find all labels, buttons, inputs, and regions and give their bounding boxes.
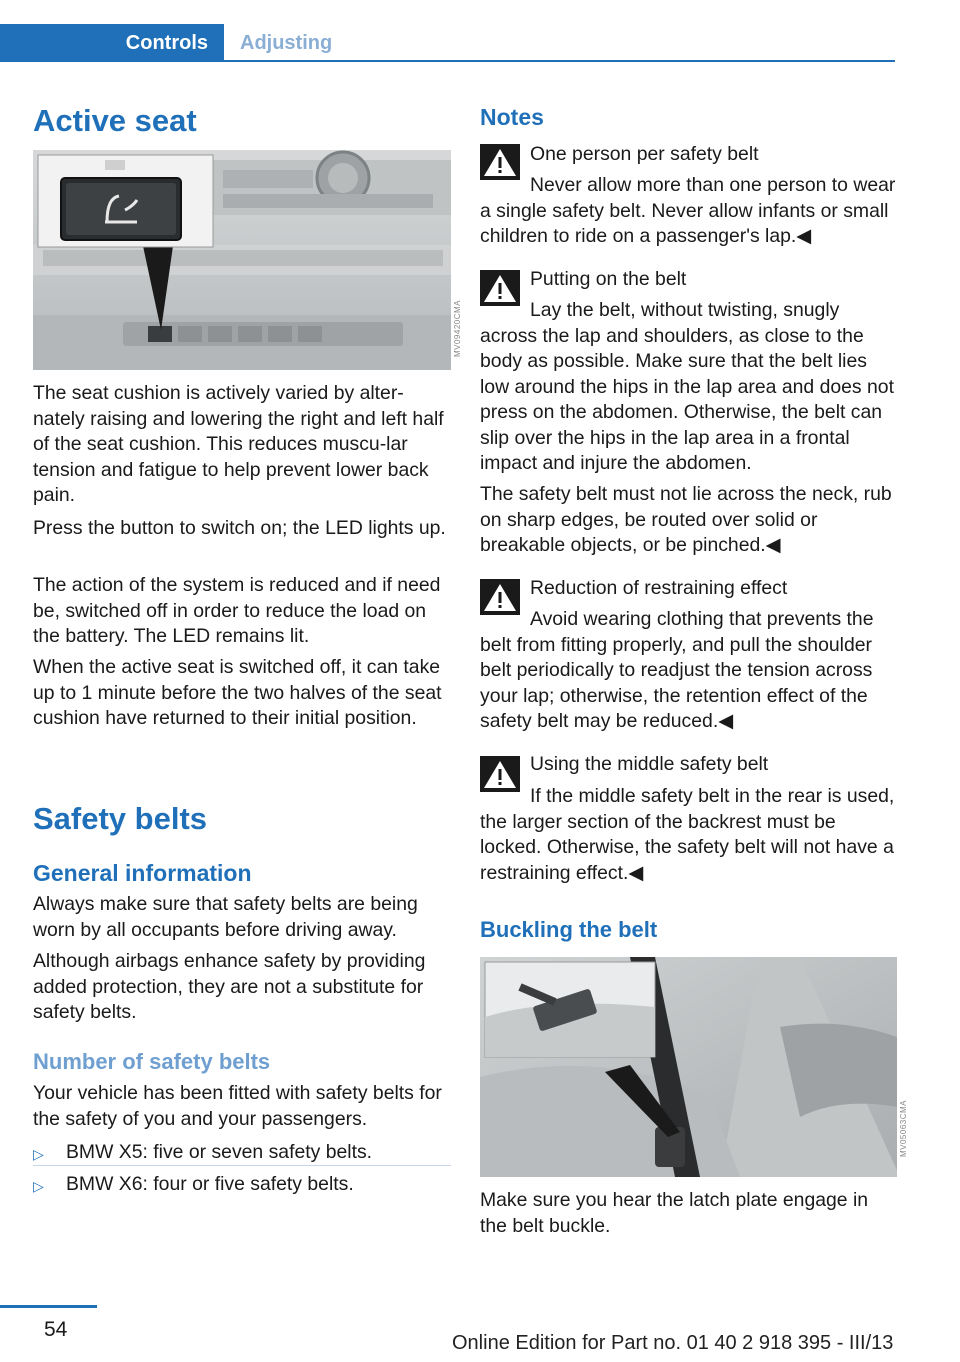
warning-title: Reduction of restraining effect: [530, 577, 788, 599]
section-title-safety-belts: Safety belts: [33, 801, 208, 836]
section-title-active-seat: Active seat: [33, 103, 197, 138]
paragraph: Although airbags enhance safety by providing added protection, they are not a substitute for safety belts.: [33, 950, 426, 1023]
tab-underline: [0, 60, 895, 62]
warning-body: The safety belt must not lie across the neck, rub on sharp edges, be routed over solid or breakable objects, or be pinched.◀: [480, 483, 892, 556]
warning-body: Lay the belt, without twisting, snugly across the lap and shoulders, as close to the body as possible. Make sure that the belt lies low around the hips in the lap area and does not press on the abdomen. Otherwise, the belt can slip over the hips in the lap area in a frontal impact and injure the abdomen.: [480, 299, 894, 474]
buckling-photo: [480, 957, 897, 1177]
paragraph: The action of the system is reduced and if need be, switched off in order to reduce the load on the battery. The LED remains lit.: [33, 574, 441, 647]
triangle-bullet-icon: ▷: [33, 1146, 44, 1162]
tab-bar: [0, 0, 895, 62]
warning-body: Avoid wearing clothing that prevents the belt from fitting properly, and pull the shoulder belt periodically to readjust the tension across your lap; otherwise, the retention effect of the safety belt may be reduced.◀: [480, 608, 874, 732]
warning-body: If the middle safety belt in the rear is used, the larger section of the backrest must be locked. Otherwise, the safety belt will not have a restraining effect.◀: [480, 785, 895, 884]
figure-tag: MV09420CMA: [453, 300, 462, 358]
page-number: 54: [44, 1318, 68, 1341]
triangle-bullet-icon: ▷: [33, 1178, 44, 1194]
tab-controls[interactable]: Controls: [0, 24, 224, 62]
console-illustration: [33, 150, 451, 370]
warning-title: Putting on the belt: [530, 268, 687, 290]
warning-body: Never allow more than one person to wear a single safety belt. Never allow infants or small children to ride on a passenger's lap.◀: [480, 174, 896, 247]
paragraph: Always make sure that safety belts are being worn by all occupants before driving away.: [33, 893, 418, 941]
list-item: ▷ BMW X6: four or five safety belts.: [33, 1172, 451, 1198]
warning-title: Using the middle safety belt: [530, 753, 769, 775]
list-divider: [33, 1165, 451, 1166]
paragraph: Your vehicle has been fitted with safety belts for the safety of you and your passengers.: [33, 1082, 442, 1130]
paragraph: Make sure you hear the latch plate engage in the belt buckle.: [480, 1189, 869, 1237]
figure-tag: MV05063CMA: [899, 1100, 908, 1158]
seatbelt-illustration: [480, 957, 897, 1177]
tab-adjusting[interactable]: Adjusting: [240, 31, 333, 54]
subsection-title-number: Number of safety belts: [33, 1049, 271, 1074]
paragraph: When the active seat is switched off, it can take up to 1 minute before the two halves of the seat cushion have returned to their initial position.: [33, 656, 442, 729]
edition-footer: Online Edition for Part no. 01 40 2 918 395 - III/13: [452, 1332, 894, 1354]
paragraph: Press the button to switch on; the LED lights up.: [33, 517, 446, 539]
page-number-rule: [0, 1305, 97, 1308]
subsection-title-buckling: Buckling the belt: [480, 917, 658, 942]
subsection-title-general: General information: [33, 860, 252, 886]
warning-title: One person per safety belt: [530, 143, 759, 165]
active-seat-photo: [33, 150, 451, 370]
paragraph: The seat cushion is actively varied by alter-nately raising and lowering the right and left half of the seat cushion. This reduces muscu-lar tension and fatigue to help prevent lower back pain.: [33, 382, 444, 506]
subsection-title-notes: Notes: [480, 104, 544, 130]
list-item: ▷ BMW X5: five or seven safety belts.: [33, 1140, 451, 1166]
